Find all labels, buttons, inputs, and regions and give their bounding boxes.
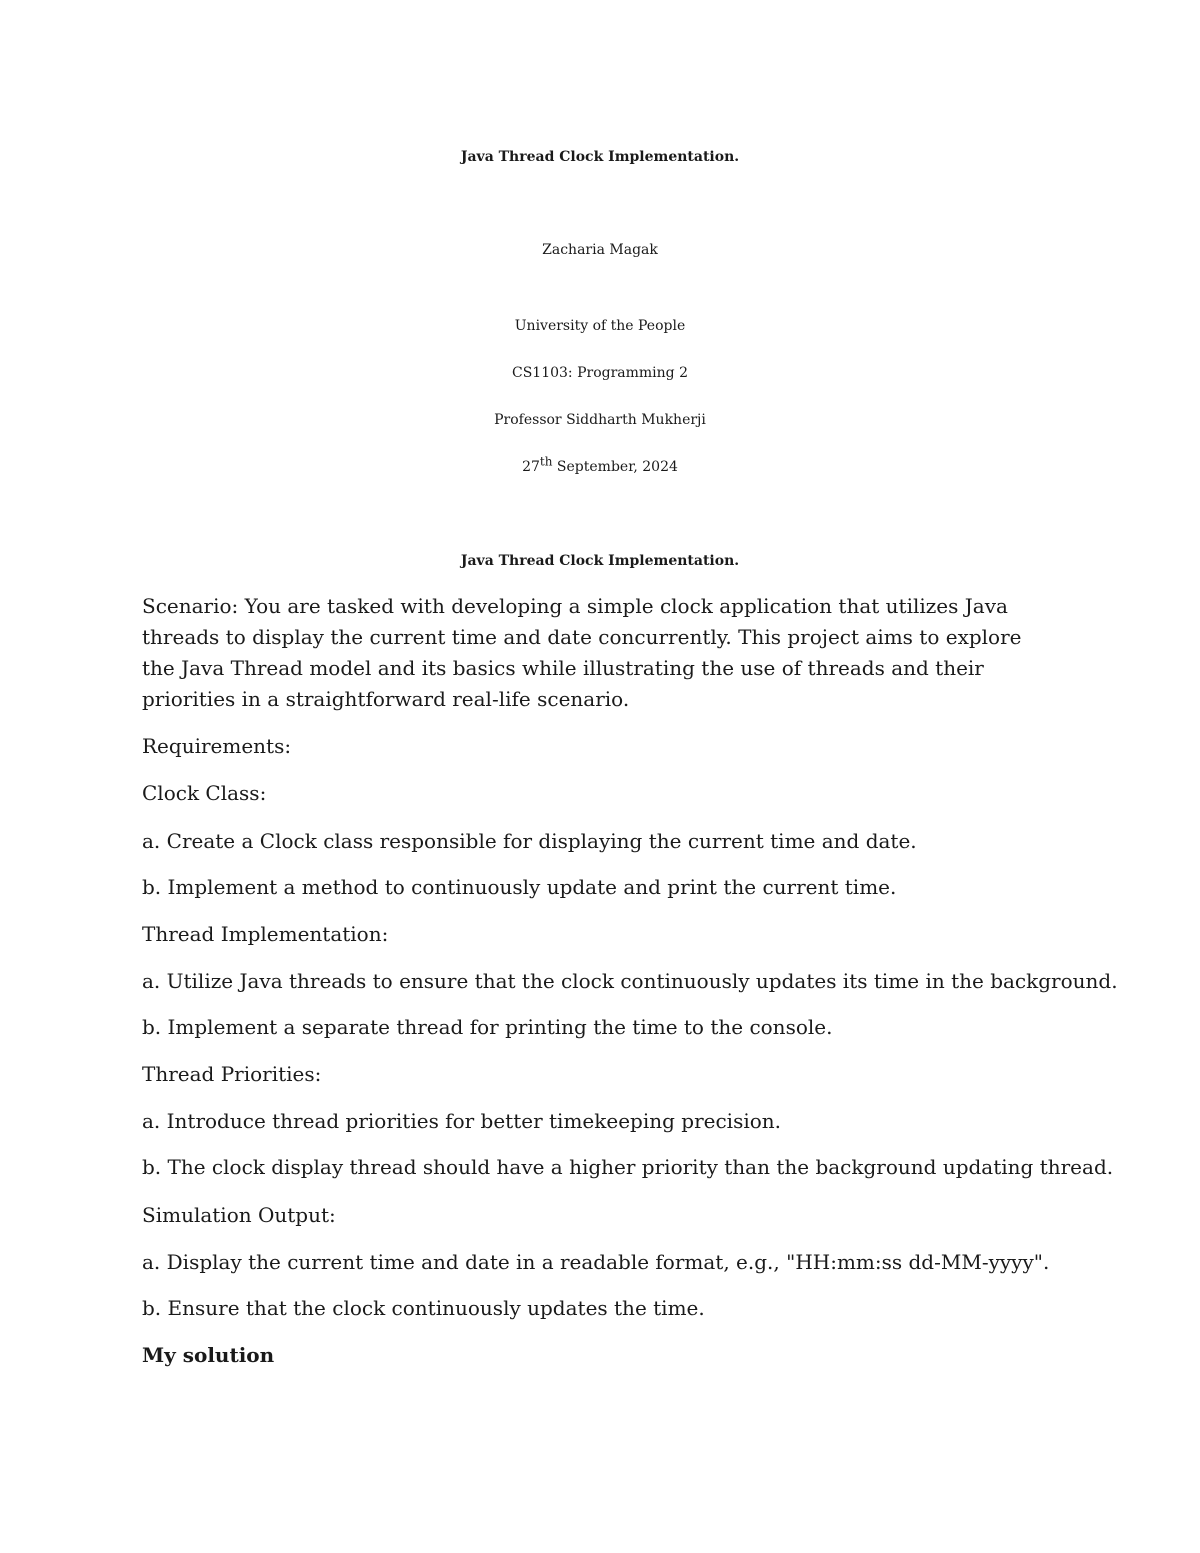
my-solution-heading: My solution [142,1343,275,1367]
date-rest: September, 2024 [552,459,678,475]
scenario-paragraph: Scenario: You are tasked with developing a simple clock application that utilizes Java threads to display the current time and date concurrently. This project aims to explore the Java Thread model and its basics while illustrating the use of threads and their priorities in a straightforward real-life scenario. [142,594,1022,711]
date-suffix: th [539,454,553,469]
clock-item-b: b. Implement a method to continuously update and print the current time. [142,875,897,899]
thread-implementation-label: Thread Implementation: [142,922,389,946]
priority-item-b: b. The clock display thread should have a higher priority than the background updating thread. [142,1155,1114,1179]
priority-item-a: a. Introduce thread priorities for better timekeeping precision. [142,1109,782,1133]
simulation-item-a: a. Display the current time and date in a readable format, e.g., "HH:mm:ss dd-MM-yyyy". [142,1250,1050,1274]
simulation-output-label: Simulation Output: [142,1203,336,1227]
author-name: Zacharia Magak [542,242,658,258]
thread-priorities-label: Thread Priorities: [142,1062,322,1086]
thread-item-b: b. Implement a separate thread for printing the time to the console. [142,1015,833,1039]
clock-class-label: Clock Class: [142,781,267,805]
clock-item-a: a. Create a Clock class responsible for displaying the current time and date. [142,829,917,853]
requirements-label: Requirements: [142,734,292,758]
institution-name: University of the People [514,318,686,334]
title-page-title: Java Thread Clock Implementation. [460,149,740,165]
professor-name: Professor Siddharth Mukherji [494,412,706,428]
date-day: 27 [522,459,540,475]
simulation-item-b: b. Ensure that the clock continuously updates the time. [142,1296,705,1320]
submission-date [0,452,1200,482]
course-name: CS1103: Programming 2 [511,365,688,381]
body-heading: Java Thread Clock Implementation. [460,553,740,569]
thread-item-a: a. Utilize Java threads to ensure that the clock continuously updates its time in the background. [142,969,1118,993]
